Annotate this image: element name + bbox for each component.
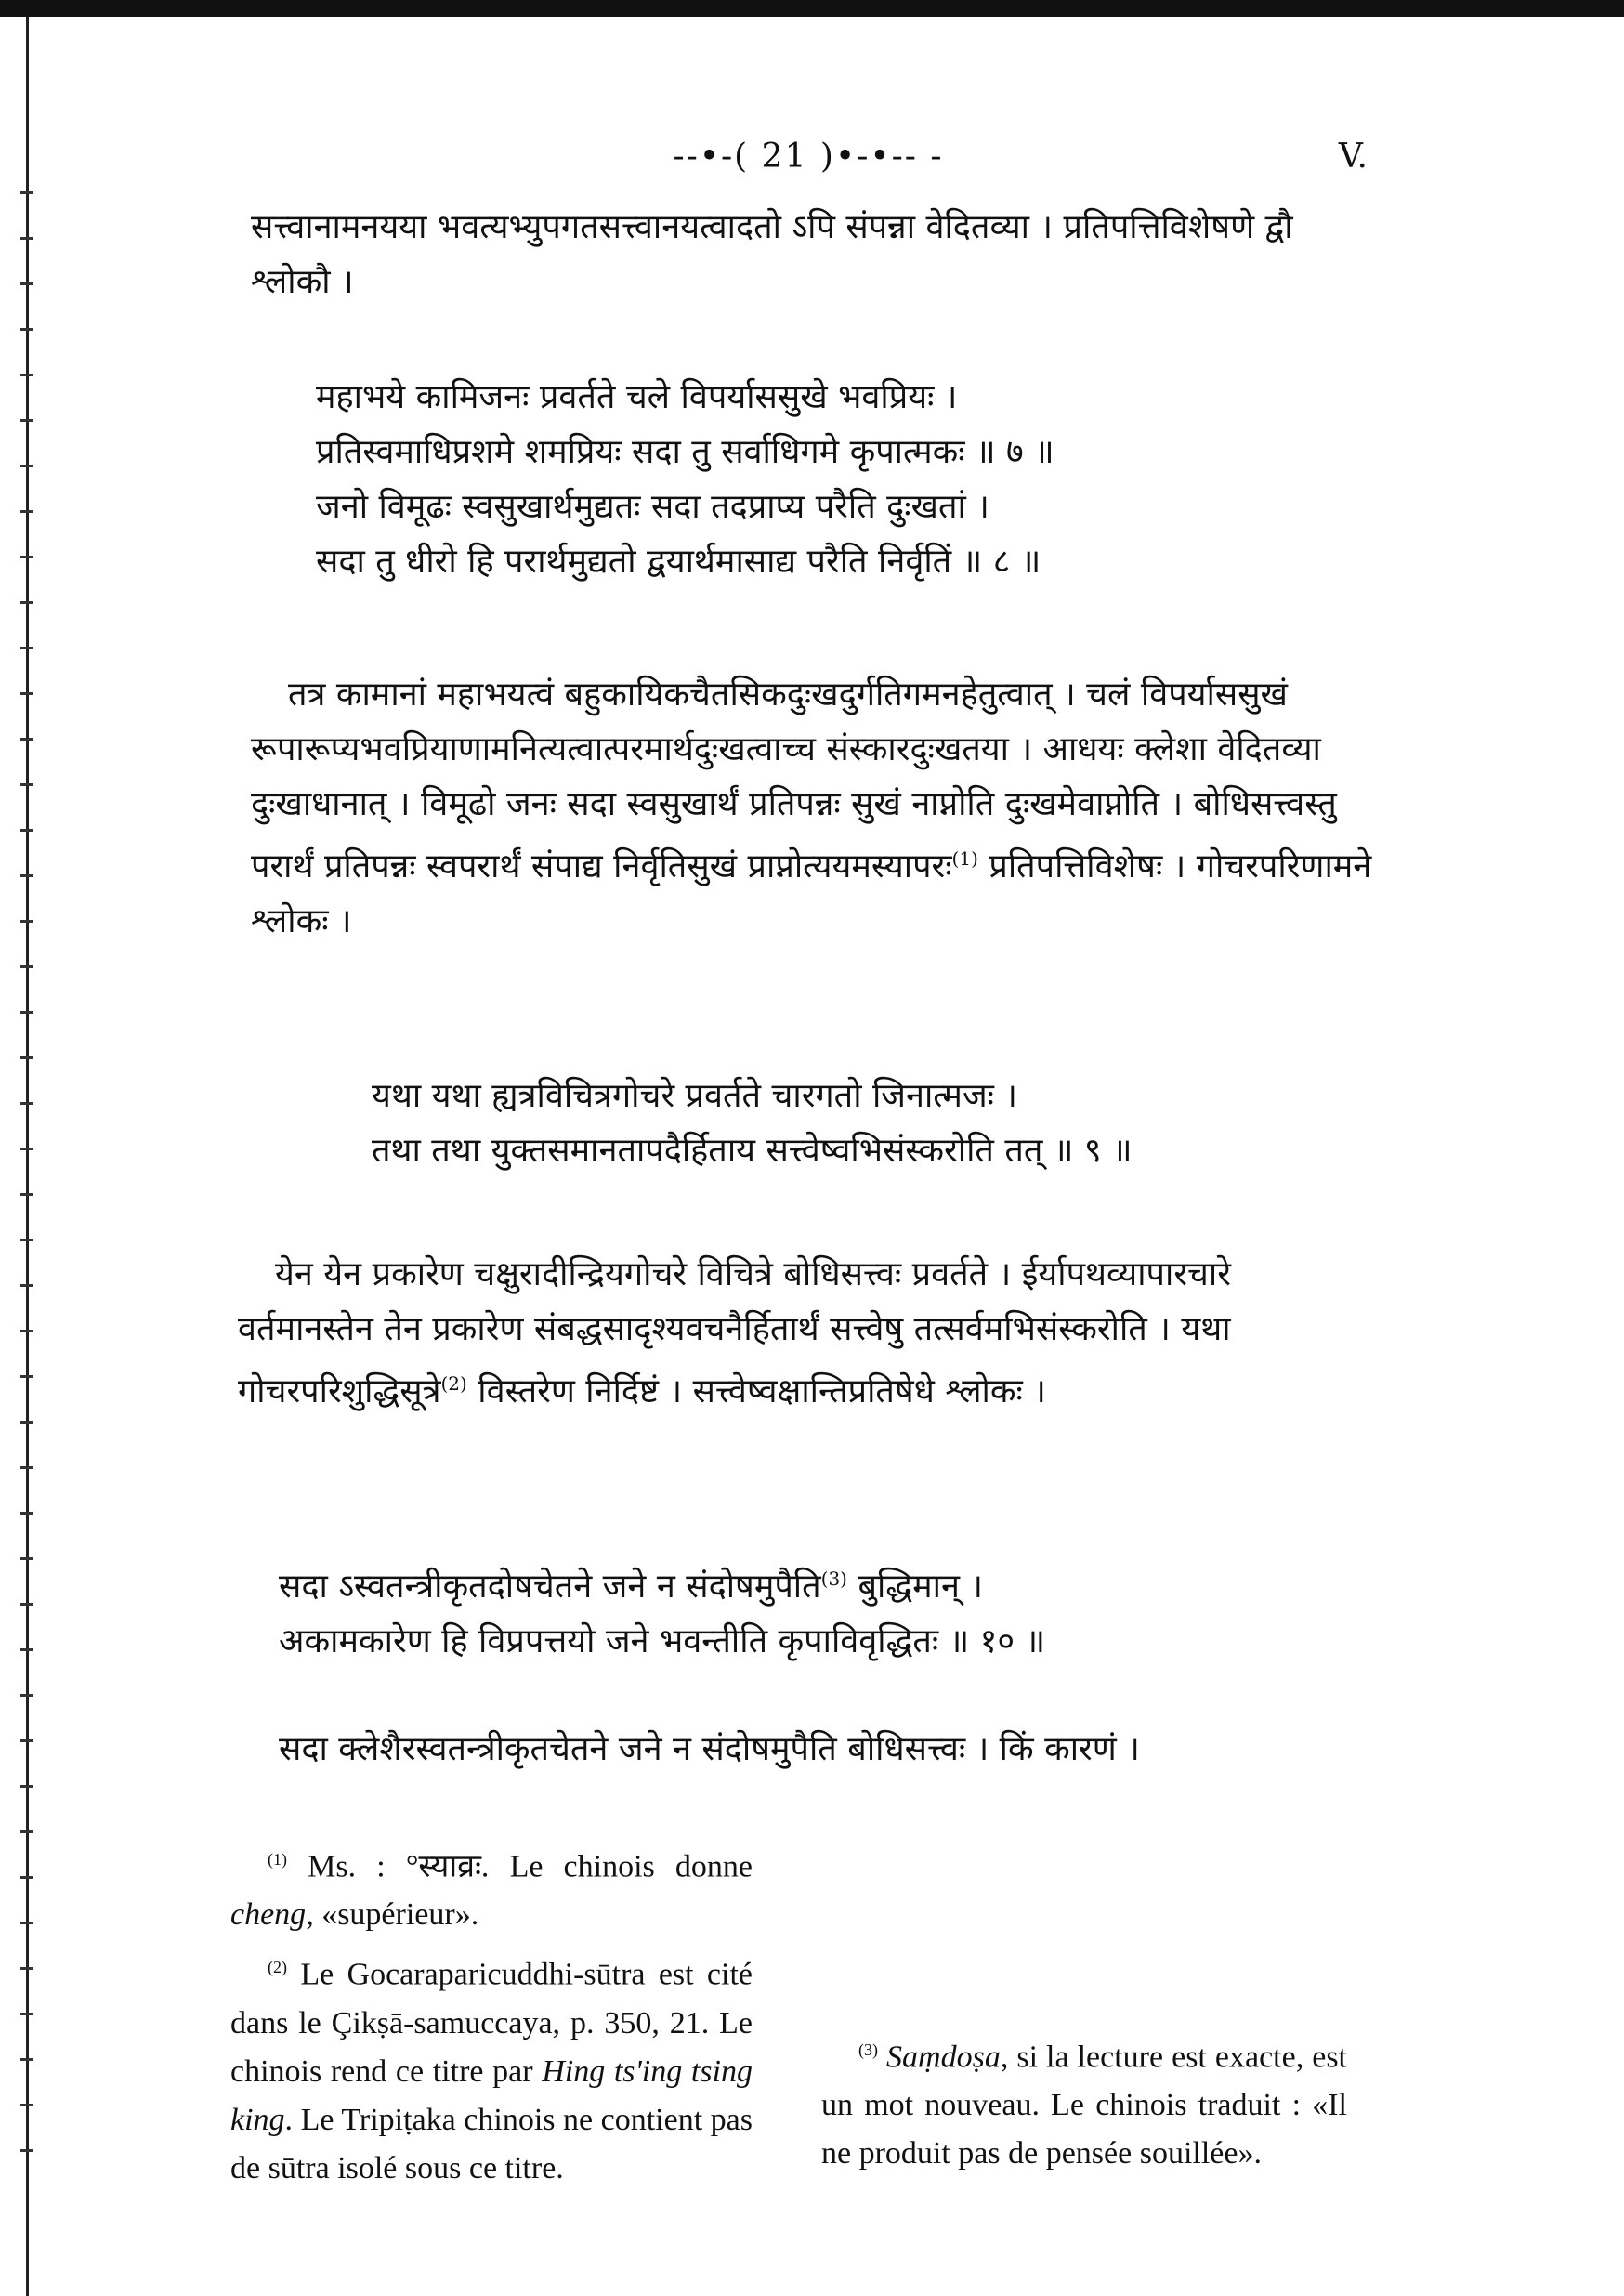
verse-1 xyxy=(316,370,1054,589)
footnote-italic: Hing ts'ing tsing king xyxy=(230,2053,753,2137)
verse-line: जनो विमूढः स्वसुखार्थमुद्यतः सदा तदप्राप्य परैति दुःखतां । xyxy=(316,488,989,526)
page-header xyxy=(0,138,1624,182)
footnote-italic: cheng xyxy=(230,1897,307,1933)
footnote-mark: (2) xyxy=(268,1958,287,1977)
paragraph-2 xyxy=(251,667,1375,949)
footnotes-left-column xyxy=(230,1835,753,2197)
verse-3 xyxy=(279,1552,1045,1669)
verse-line: सदा तु धीरो हि परार्थमुद्यतो द्वयार्थमासाद्य परैति निर्वृतिं ॥ ८ ॥ xyxy=(316,543,1041,581)
paragraph-4: सदा क्लेशैरस्वतन्त्रीकृतचेतने जने न संदोषमुपैति बोधिसत्त्वः । किं कारणं । xyxy=(279,1730,1140,1768)
page-number: --•-( 21 )•-•-- - xyxy=(673,138,944,176)
footnote-text: . Le Tripiṭaka chinois ne contient pas de sūtra isolé sous ce titre. xyxy=(230,2102,753,2185)
footnote-text: Ms. : °स्याव्रः. Le chinois donne xyxy=(308,1849,753,1884)
footnote-text: , si la lecture est exacte, est un mot nouveau. Le chinois traduit : «Il ne produit pas de pensée souillée». xyxy=(821,2040,1347,2171)
verse-line: महाभये कामिजनः प्रवर्तते चले विपर्याससुखे भवप्रियः । xyxy=(316,378,958,416)
paragraph-text: येन येन प्रकारेण चक्षुरादीन्द्रियगोचरे विचित्रे बोधिसत्त्वः प्रवर्तते । ईर्यापथव्यापारचारे वर्तमानस्तेन तेन प्रकारेण संबद्धसादृश्यवचनैर्हितार्थं सत्त्वेषु तत्सर्वमभिसंस्करोति । यथा गोचरपरिशुद्धिसूत्रे xyxy=(238,1255,1231,1410)
verse-line: प्रतिस्वमाधिप्रशमे शमप्रियः सदा तु सर्वाधिगमे कृपात्मकः ॥ ७ ॥ xyxy=(316,433,1054,471)
verse-line: यथा यथा ह्यत्रविचित्रगोचरे प्रवर्तते चारगतो जिनात्मजः । xyxy=(372,1077,1018,1115)
footnote-reference: (2) xyxy=(440,1372,467,1395)
footnote-reference: (3) xyxy=(820,1568,847,1590)
page-top-edge xyxy=(0,0,1624,17)
footnote-italic: Saṃdoṣa xyxy=(886,2040,1001,2075)
verse-line: तथा तथा युक्तसमानतापदैर्हिताय सत्त्वेष्वभिसंस्करोति तत् ॥ ९ ॥ xyxy=(372,1132,1133,1170)
paragraph-text: विस्तरेण निर्दिष्टं । सत्त्वेष्वक्षान्तिप्रतिषेधे श्लोकः । xyxy=(466,1372,1046,1410)
verse-2 xyxy=(372,1069,1133,1178)
signature-mark: V. xyxy=(1338,138,1368,176)
paragraph-text: तत्र कामानां महाभयत्वं बहुकायिकचैतसिकदुःखदुर्गतिगमनहेतुत्वात् । चलं विपर्याससुखं रूपारूप्यभवप्रियाणामनित्यत्वात्परमार्थदुःखत्वाच्च संस्कारदुःखतया । आधयः क्लेशा वेदितव्या दुःखाधानात् । विमूढो जनः सदा स्वसुखार्थं प्रतिपन्नः सुखं नाप्नोति दुःखमेवाप्नोति । बोधिसत्त्वस्तु परार्थं प्रतिपन्नः स्वपरार्थं संपाद्य निर्वृतिसुखं प्राप्नोत्ययमस्यापरः xyxy=(251,676,1337,886)
paragraph-1: सत्त्वानामनयया भवत्यभ्युपगतसत्त्वानयत्वादतो ऽपि संपन्ना वेदितव्या । प्रतिपत्तिविशेषणे द्वौ श्लोकौ । xyxy=(251,208,1293,301)
footnotes-right-column xyxy=(821,2026,1347,2182)
verse-line xyxy=(279,1552,1045,1614)
footnote-2 xyxy=(230,1943,753,2192)
footnote-text: , «supérieur». xyxy=(306,1897,479,1933)
footnote-1 xyxy=(230,1835,753,1939)
footnote-mark: (1) xyxy=(268,1850,287,1869)
footnote-reference: (1) xyxy=(951,847,978,870)
footnote-mark: (3) xyxy=(858,2040,878,2059)
verse-text: बुद्धिमान् । xyxy=(847,1568,984,1606)
footnote-text: Le Gocaraparicuddhi-sūtra est cité dans le Çikṣā-samuccaya, p. 350, 21. Le chinois rend ce titre par xyxy=(230,1957,753,2089)
paragraph-3 xyxy=(238,1247,1375,1419)
verse-line: अकामकारेण हि विप्रपत्तयो जने भवन्तीति कृपाविवृद्धितः ॥ १० ॥ xyxy=(279,1622,1046,1660)
verse-text: सदा ऽस्वतन्त्रीकृतदोषचेतने जने न संदोषमुपैति xyxy=(279,1568,821,1606)
footnote-3 xyxy=(821,2026,1347,2178)
paragraph-text: प्रतिपत्तिविशेषः । गोचरपरिणामने श्लोकः । xyxy=(251,847,1372,940)
binding-marks xyxy=(20,149,33,2193)
